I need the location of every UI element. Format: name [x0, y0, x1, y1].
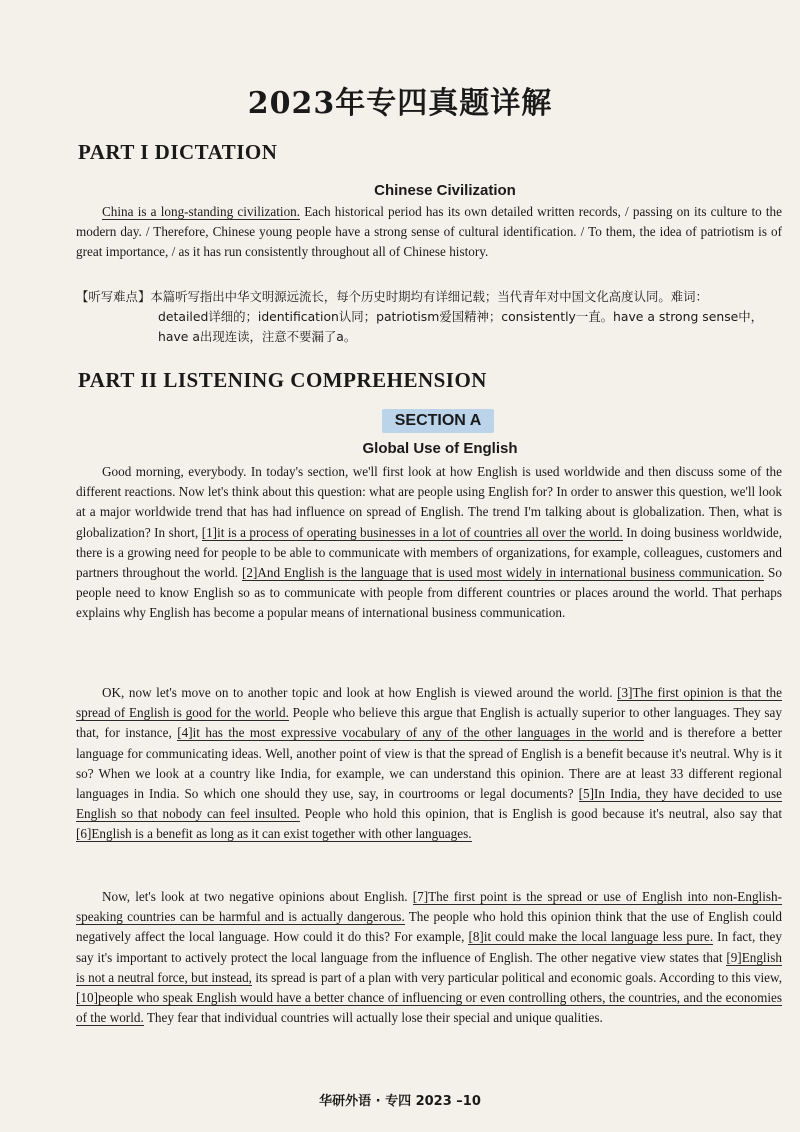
- part2-heading: PART II LISTENING COMPREHENSION: [78, 368, 487, 392]
- answer-6: [6]English is a benefit as long as it can exist together with other languages.: [76, 826, 472, 842]
- page-footer: 华研外语 · 专四 2023 –10: [319, 1094, 481, 1109]
- answer-5: [5]In India, they have decided to use English so that nobody can feel insulted.: [76, 786, 782, 822]
- listening-paragraph-2: OK, now let's move on to another topic and look at how English is viewed around the world. [3]The first opinion is that the spread of English is good for the world. People who believe this argue that English is actually superior to other languages. They say that, for instance, [4]it has the most expressive vocabulary of any of the other languages in the world and is therefore a better language for communicating ideas. Well, another point of view is that the spread of English is a benefit because it's neutral. Why is it so? When we look at a country like India, for example, we can understand this opinion. There are at least 33 different regional languages in India. So which one should they use, say, in courtrooms or legal documents? [5]In India, they have decided to use English so that nobody can feel insulted. People who hold this opinion, that is English is good because it's neutral, also say that [6]English is a benefit as long as it can exist together with other languages.: [76, 685, 783, 842]
- dictation-title: Chinese Civilization: [374, 182, 516, 199]
- answer-7: [7]The first point is the spread or use of English into non-English-speaking countries can be harmful and is actually dangerous.: [76, 889, 782, 925]
- underlined-sentence: China is a long-standing civilization.: [102, 204, 301, 219]
- answer-4: [4]it has the most expressive vocabulary of any of the other languages in the world: [177, 725, 644, 741]
- answer-2: [2]And English is the language that is used most widely in international business communication.: [241, 565, 765, 581]
- note-label: 【听写难点】: [76, 289, 151, 304]
- answer-3: [3]The first opinion is that the spread of English is good for the world.: [76, 685, 782, 721]
- page-title: 2023年专四真题详解: [247, 86, 553, 121]
- answer-10: [10]people who speak English would have a better chance of influencing or even controlling others, the countries, and the economies of the world.: [76, 990, 782, 1026]
- answer-8: [8]it could make the local language less pure.: [468, 929, 714, 945]
- part1-heading: PART I DICTATION: [78, 140, 278, 164]
- listening-paragraph-3: Now, let's look at two negative opinions about English. [7]The first point is the spread or use of English into non-English-speaking countries can be harmful and is actually dangerous. The people who hold this opinion think that the use of English could negatively affect the local language. How could it do this? For example, [8]it could make the local language less pure. In fact, they say it's important to actively protect the local language from the influence of English. The other negative view states that [9]English is not a neutral force, but instead, its spread is part of a plan with very particular political and economic goals. According to this view, [10]people who speak English would have a better chance of influencing or even controlling others, the countries, and the economies of the world. They fear that individual countries will actually lose their special and unique qualities.: [76, 889, 783, 1026]
- section-a-badge: SECTION A: [382, 409, 494, 433]
- answer-9: [9]English is not a neutral force, but instead,: [76, 949, 782, 985]
- listening-title: Global Use of English: [362, 440, 518, 457]
- dictation-passage: China is a long-standing civilization. Each historical period has its own detailed written records, / passing on its culture to the modern day. / Therefore, Chinese young people have a strong sense of cultural identification. / To them, the idea of patriotism is of great importance, / as it has run consistently throughout all of Chinese history.: [76, 204, 782, 260]
- listening-paragraph-1: Good morning, everybody. In today's section, we'll first look at how English is used worldwide and then discuss some of the different reactions. Now let's think about this question: what are people using English for? In order to answer this question, we'll look at a major worldwide trend that has had influence on spread of English. The trend I'm talking about is globalization. Then, what is globalization? In short, [1]it is a process of operating businesses in a lot of countries all over the world. In doing business worldwide, there is a growing need for people to be able to communicate with members of organizations, for example, colleagues, customers and partners throughout the world. [2]And English is the language that is used most widely in international business communication. So people need to know English so as to communicate with people from different countries or places around the world. That perhaps explains why English has become a popular means of international business communication.: [76, 464, 783, 621]
- dictation-note: 【听写难点】本篇听写指出中华文明源远流长，每个历史时期均有详细记载；当代青年对中国文化高度认同。难词： detailed详细的；identification认同；patriotism爱国精神；consistently一直。have a strong sense中， have a出现连读，注意不要漏了a。: [76, 289, 764, 344]
- answer-1: [1]it is a process of operating businesses in a lot of countries all over the world.: [201, 524, 623, 540]
